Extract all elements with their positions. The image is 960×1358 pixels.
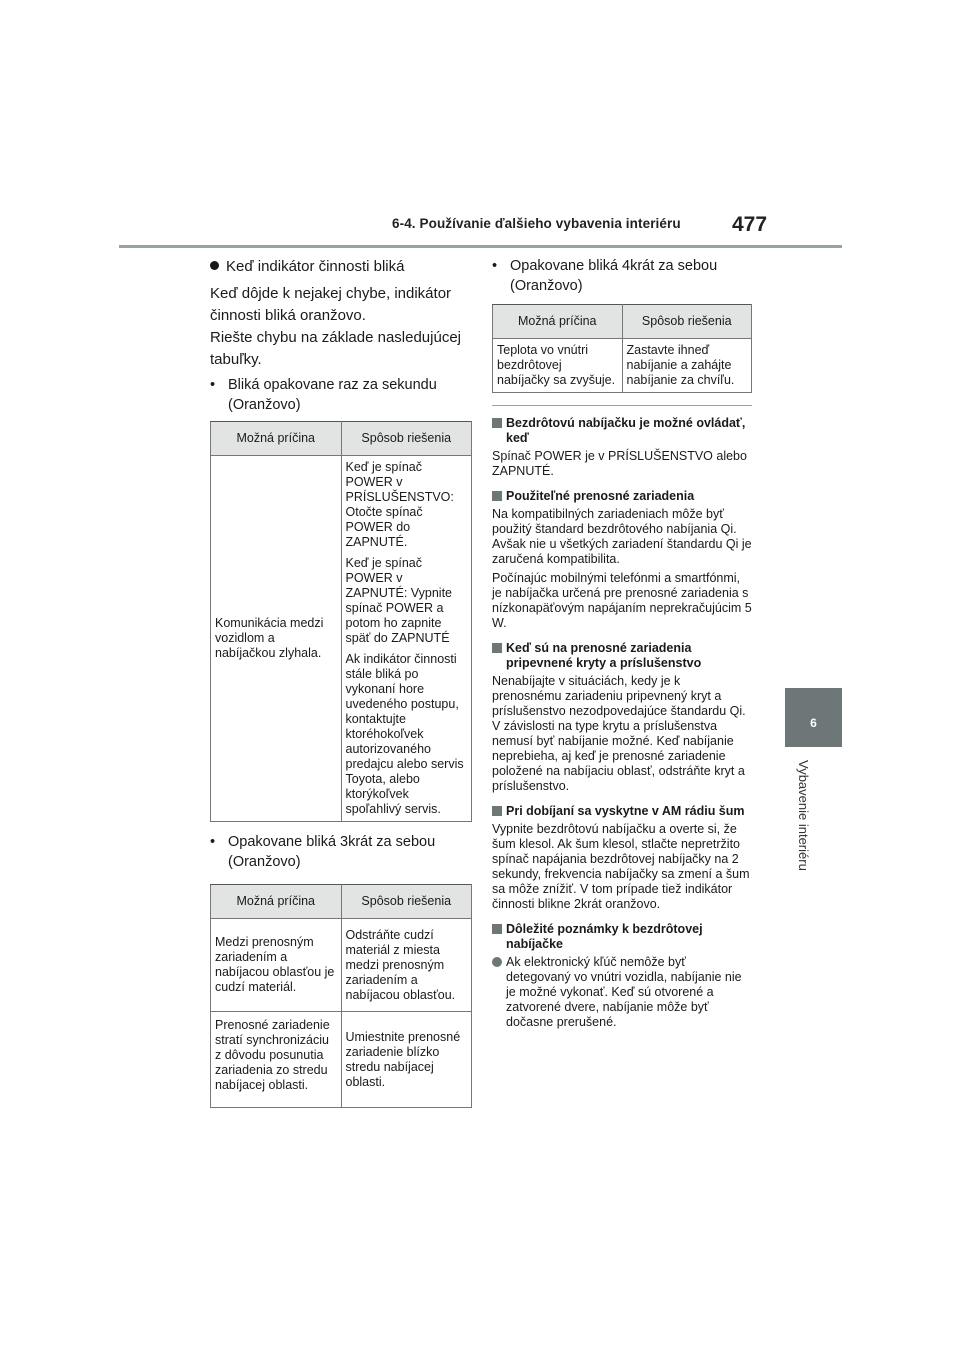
note-list-item [492,955,752,1030]
section-divider [492,405,752,406]
header-divider [119,245,842,248]
cause-cell: Prenosné zariadenie stratí synchronizáciu z dôvodu posunutia zariadenia zo stredu nabíjacej oblasti. [211,1012,342,1108]
solution-cell: Umiestnite prenosné zariadenie blízko stredu nabíjacej oblasti. [341,1012,472,1108]
note-heading-operation [492,416,752,446]
blink-pattern-text: Opakovane bliká 3krát za sebou (Oranžovo) [228,834,436,870]
circle-bullet-icon [492,957,502,967]
intro-paragraph-2: Riešte chybu na základe nasledujúcej tabuľky. [210,329,461,368]
list-marker: • [210,834,216,850]
note-body: Nenabíjajte v situáciách, kedy je k prenosnému zariadeniu pripevnený kryt a príslušenstvo nezodpovedajúce štandardu Qi. V závislosti na type krytu a príslušenstva nemusí byť nabíjanie možné. Keď nabíjanie neprebieha, aj keď je prenosné zariadenie položené na nabíjaciu oblasť, odstráňte kryt a príslušenstvo. [492,674,746,793]
square-bullet-icon [492,806,502,816]
blink-pattern-text: Bliká opakovane raz za sekundu (Oranžovo) [228,377,437,413]
note-heading-text: Bezdrôtovú nabíjačku je možné ovládať, keď [506,416,746,445]
note-heading-text: Dôležité poznámky k bezdrôtovej nabíjačke [506,922,703,951]
solution-cell: Odstráňte cudzí materiál z miesta medzi prenosným zariadením a nabíjacou oblasťou. [341,919,472,1012]
subsection-heading [210,256,472,277]
intro-paragraph-1: Keď dôjde k nejakej chybe, indikátor činnosti bliká oranžovo. [210,285,452,324]
note-heading-devices [492,489,752,504]
note-item-text: Ak elektronický kľúč nemôže byť detegovaný vo vnútri vozidla, nabíjanie nie je možné vykonať. Keď sú otvorené a zatvorené dvere, nabíjanie môže byť dočasne prerušené. [506,955,742,1029]
column-header-solution: Spôsob riešenia [341,422,472,456]
note-heading-covers [492,641,752,671]
section-title: 6-4. Používanie ďalšieho vybavenia interiéru [392,216,681,231]
note-heading-important [492,922,752,952]
column-header-cause: Možná príčina [211,422,342,456]
blink-pattern-3 [492,256,752,296]
chapter-number: 6 [810,716,817,730]
column-header-cause: Možná príčina [211,885,342,919]
note-body: Na kompatibilných zariadeniach môže byť použitý štandard bezdrôtového nabíjania Qi. [492,507,737,536]
chapter-title: Vybavenie interiéru [796,760,811,871]
square-bullet-icon [492,924,502,934]
cause-cell: Komunikácia medzi vozidlom a nabíjačkou zlyhala. [211,456,342,822]
note-body: Vypnite bezdrôtovú nabíjačku a overte si, že šum klesol. Ak šum klesol, stlačte nepretržito spínač napájania bezdrôtovej nabíjačky na 2 sekundy, frekvencia nabíjačky sa zmení a šum sa môže znížiť. V tom prípade tiež indikátor činnosti blikne 2krát oranžovo. [492,822,750,911]
troubleshoot-table-1 [210,421,472,822]
note-heading-text: Pri dobíjaní sa vyskytne v AM rádiu šum [506,804,745,818]
solution-step-1: Keď je spínač POWER v PRÍSLUŠENSTVO: Otočte spínač POWER do ZAPNUTÉ. [345,460,454,549]
troubleshoot-table-2 [210,884,472,1108]
square-bullet-icon [492,643,502,653]
note-heading-am-noise [492,804,752,819]
list-marker: • [210,377,216,393]
column-header-cause: Možná príčina [493,305,623,339]
blink-pattern-1 [210,375,472,415]
square-bullet-icon [492,491,502,501]
bullet-dot-icon [210,261,219,270]
note-body: Avšak nie u všetkých zariadení štandardu Qi je zaručená kompatibilita. [492,537,752,566]
solution-cell [341,456,472,822]
chapter-tab [785,688,842,747]
column-header-solution: Spôsob riešenia [341,885,472,919]
right-column [492,256,752,1033]
solution-step-2: Keď je spínač POWER v ZAPNUTÉ: Vypnite spínač POWER a potom ho zapnite späť do ZAPNUTÉ [345,556,453,645]
blink-pattern-text: Opakovane bliká 4krát za sebou (Oranžovo) [510,258,718,294]
list-marker: • [492,258,498,274]
solution-cell: Zastavte ihneď nabíjanie a zahájte nabíjanie za chvíľu. [622,339,752,393]
note-heading-text: Použiteľné prenosné zariadenia [506,489,695,503]
square-bullet-icon [492,418,502,428]
column-header-solution: Spôsob riešenia [622,305,752,339]
solution-step-3: Ak indikátor činnosti stále bliká po vykonaní hore uvedeného postupu, kontaktujte ktoréhokoľvek autorizovaného predajcu alebo servis Toyota, alebo ktorýkoľvek spoľahlivý servis. [345,652,464,816]
left-column [210,256,472,1108]
page-number: 477 [732,213,768,236]
troubleshoot-table-3 [492,304,752,393]
note-body: Počínajúc mobilnými telefónmi a smartfónmi, je nabíjačka určená pre prenosné zariadenia s nízkonapäťovým napájaním neprekračujúcim 5 W. [492,571,752,630]
note-heading-text: Keď sú na prenosné zariadenia pripevnené kryty a príslušenstvo [506,641,702,670]
heading-text: Keď indikátor činnosti bliká [226,258,405,275]
blink-pattern-2 [210,832,472,872]
cause-cell: Medzi prenosným zariadením a nabíjacou oblasťou je cudzí materiál. [211,919,342,1012]
cause-cell: Teplota vo vnútri bezdrôtovej nabíjačky sa zvyšuje. [493,339,623,393]
note-body: Spínač POWER je v PRÍSLUŠENSTVO alebo ZAPNUTÉ. [492,449,747,478]
